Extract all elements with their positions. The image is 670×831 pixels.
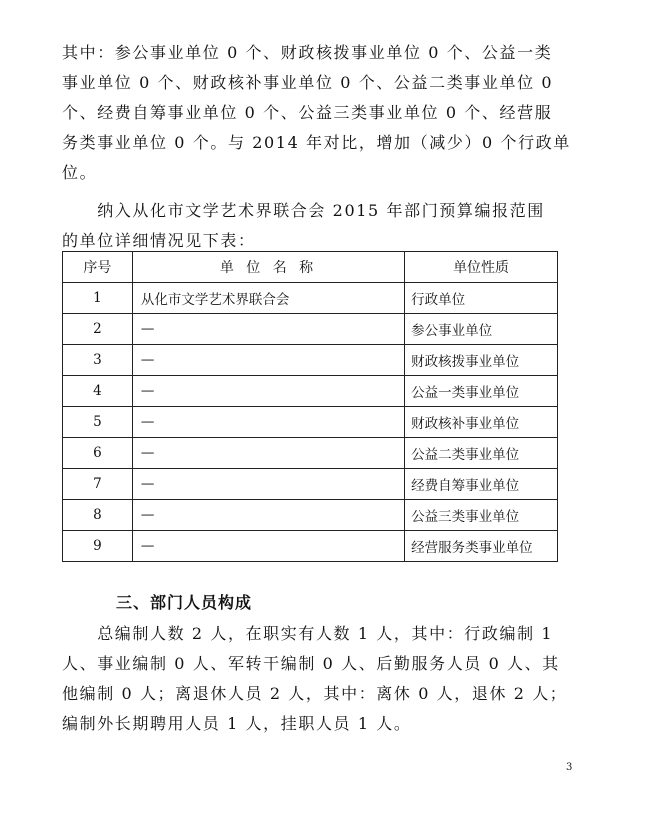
row-name: — bbox=[132, 314, 404, 345]
row-name: — bbox=[132, 407, 404, 438]
row-type: 财政核补事业单位 bbox=[405, 407, 558, 438]
row-type: 经营服务类事业单位 bbox=[405, 531, 558, 562]
staff-line: 人、事业编制 0 人、军转干编制 0 人、后勤服务人员 0 人、其 bbox=[62, 654, 560, 673]
row-type: 公益三类事业单位 bbox=[405, 500, 558, 531]
row-no: 6 bbox=[63, 438, 133, 469]
intro-paragraph bbox=[62, 38, 584, 188]
row-type: 公益二类事业单位 bbox=[405, 438, 558, 469]
table-header-row bbox=[63, 252, 558, 283]
staff-line: 总编制人数 2 人，在职实有人数 1 人，其中：行政编制 1 bbox=[62, 624, 554, 643]
row-no: 5 bbox=[63, 407, 133, 438]
intro-line: 个、经费自筹事业单位 0 个、公益三类事业单位 0 个、经营服 bbox=[62, 103, 553, 122]
row-no: 1 bbox=[63, 283, 133, 314]
scope-paragraph bbox=[62, 196, 584, 256]
table-row bbox=[63, 531, 558, 562]
row-name: — bbox=[132, 376, 404, 407]
table-row bbox=[63, 376, 558, 407]
section-heading: 三、部门人员构成 bbox=[116, 593, 253, 612]
row-type: 公益一类事业单位 bbox=[405, 376, 558, 407]
header-type: 单位性质 bbox=[405, 252, 558, 283]
intro-line: 事业单位 0 个、财政核补事业单位 0 个、公益二类事业单位 0 bbox=[62, 73, 554, 92]
header-name: 单 位 名 称 bbox=[132, 252, 404, 283]
row-name: — bbox=[132, 469, 404, 500]
row-name: 从化市文学艺术界联合会 bbox=[132, 283, 404, 314]
row-type: 行政单位 bbox=[405, 283, 558, 314]
page-number: 3 bbox=[566, 762, 573, 773]
row-name: — bbox=[132, 500, 404, 531]
row-no: 4 bbox=[63, 376, 133, 407]
row-no: 3 bbox=[63, 345, 133, 376]
row-name: — bbox=[132, 438, 404, 469]
staff-paragraph bbox=[62, 619, 584, 739]
table-row bbox=[63, 500, 558, 531]
intro-line: 其中：参公事业单位 0 个、财政核拨事业单位 0 个、公益一类 bbox=[62, 43, 553, 62]
staff-line: 编制外长期聘用人员 1 人，挂职人员 1 人。 bbox=[62, 714, 412, 733]
row-no: 8 bbox=[63, 500, 133, 531]
scope-line: 纳入从化市文学艺术界联合会 2015 年部门预算编报范围 bbox=[62, 201, 545, 220]
intro-line: 务类事业单位 0 个。与 2014 年对比，增加（减少）0 个行政单 bbox=[62, 133, 571, 152]
table-row bbox=[63, 314, 558, 345]
row-no: 7 bbox=[63, 469, 133, 500]
table-row bbox=[63, 469, 558, 500]
row-no: 9 bbox=[63, 531, 133, 562]
row-name: — bbox=[132, 345, 404, 376]
table-row bbox=[63, 438, 558, 469]
table-row bbox=[63, 407, 558, 438]
scope-line: 的单位详细情况见下表： bbox=[62, 231, 256, 250]
unit-table bbox=[62, 251, 558, 562]
row-type: 经费自筹事业单位 bbox=[405, 469, 558, 500]
row-type: 参公事业单位 bbox=[405, 314, 558, 345]
header-no: 序号 bbox=[63, 252, 133, 283]
row-type: 财政核拨事业单位 bbox=[405, 345, 558, 376]
row-name: — bbox=[132, 531, 404, 562]
table-row bbox=[63, 283, 558, 314]
table-row bbox=[63, 345, 558, 376]
staff-line: 他编制 0 人；离退休人员 2 人，其中：离休 0 人，退休 2 人； bbox=[62, 684, 568, 703]
row-no: 2 bbox=[63, 314, 133, 345]
intro-line: 位。 bbox=[62, 163, 98, 182]
